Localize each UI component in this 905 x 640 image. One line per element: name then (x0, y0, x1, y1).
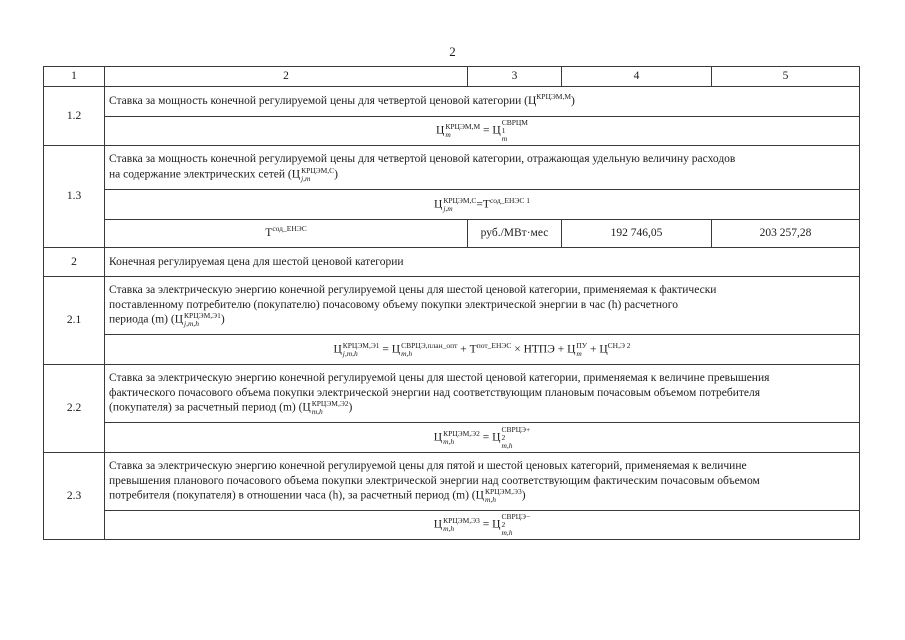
row-number: 2 (44, 248, 105, 277)
header-col-5: 5 (712, 67, 860, 87)
row-2-2-formula (44, 423, 860, 453)
row-description: Ставка за электрическую энергию конечной регулируемой цены для шестой ценовой категории, применяемая к величине превышения фактического почасового объема покупки электрической энергии над соответствующим плановым почасовым объемом потребителя (покупателя) за расчетный период (m) (Ц КРЦЭМ,Э2 m,h ) (105, 365, 860, 423)
row-1-2-description (44, 87, 860, 117)
formula: Ц КРЦЭМ,Э1 j,m,h = Ц СВРЦЭ,план_опт m,h + $T^{пот\_ЕНЭС}$ × НТПЭ + Ц ПУ m + $Ц^{СН,Э 2}$ (105, 335, 860, 365)
header-row (44, 67, 860, 87)
header-col-4: 4 (562, 67, 712, 87)
row-description: Ставка за мощность конечной регулируемой цены для четвертой ценовой категории, отражающая удельную величину расходов на содержание электрических сетей (Ц КРЦЭМ,С j,m ) (105, 146, 860, 190)
tariff-name: $T^{сод\_ЕНЭС}$ (105, 220, 468, 248)
tariff-value-2: 203 257,28 (712, 220, 860, 248)
tariff-unit: руб./МВт·мес (468, 220, 562, 248)
formula: Ц КРЦЭМ,Э3 m,h = Ц СВРЦЭ− 2 m,h (105, 511, 860, 540)
row-description: Ставка за электрическую энергию конечной регулируемой цены для шестой ценовой категории, применяемая к фактически поставленному потребителю (покупателю) почасовому объему покупки электрической энергии в час (h) расчетного периода (m) (Ц КРЦЭМ,Э1 j,m,h ) (105, 277, 860, 335)
header-col-1: 1 (44, 67, 105, 87)
row-description: Конечная регулируемая цена для шестой ценовой категории (105, 248, 860, 277)
header-col-2: 2 (105, 67, 468, 87)
row-number: 1.3 (44, 146, 105, 248)
row-1-3-description (44, 146, 860, 190)
formula: Ц КРЦЭМ,Э2 m,h = Ц СВРЦЭ+ 2 m,h (105, 423, 860, 453)
row-description: Ставка за мощность конечной регулируемой цены для четвертой ценовой категории $(Ц^{КРЦЭМ,М})$ (105, 87, 860, 117)
row-2-1-formula (44, 335, 860, 365)
tariff-table (43, 66, 860, 540)
row-2-3-description (44, 453, 860, 511)
row-number: 2.3 (44, 453, 105, 540)
row-2 (44, 248, 860, 277)
row-number: 1.2 (44, 87, 105, 146)
row-2-2-description (44, 365, 860, 423)
header-col-3: 3 (468, 67, 562, 87)
row-2-3-formula (44, 511, 860, 540)
row-1-2-formula (44, 117, 860, 146)
formula: Ц КРЦЭМ,М m = Ц СВРЦМ 1 m (105, 117, 860, 146)
row-number: 2.1 (44, 277, 105, 365)
row-description: Ставка за электрическую энергию конечной регулируемой цены для пятой и шестой ценовых категорий, применяемая к величине превышения планового почасового объема покупки электрической энергии над соответствующим фактическим почасовым объемом потребителя (покупателя) в отношении часа (h), за расчетный период (m) (Ц КРЦЭМ,Э3 m,h ) (105, 453, 860, 511)
formula: Ц КРЦЭМ,С j,m $=T^{сод\_ЕНЭС 1}$ (105, 190, 860, 220)
row-1-3-tariff (44, 220, 860, 248)
page-number: 2 (449, 44, 456, 59)
row-2-1-description (44, 277, 860, 335)
tariff-value-1: 192 746,05 (562, 220, 712, 248)
row-1-3-formula (44, 190, 860, 220)
row-number: 2.2 (44, 365, 105, 453)
